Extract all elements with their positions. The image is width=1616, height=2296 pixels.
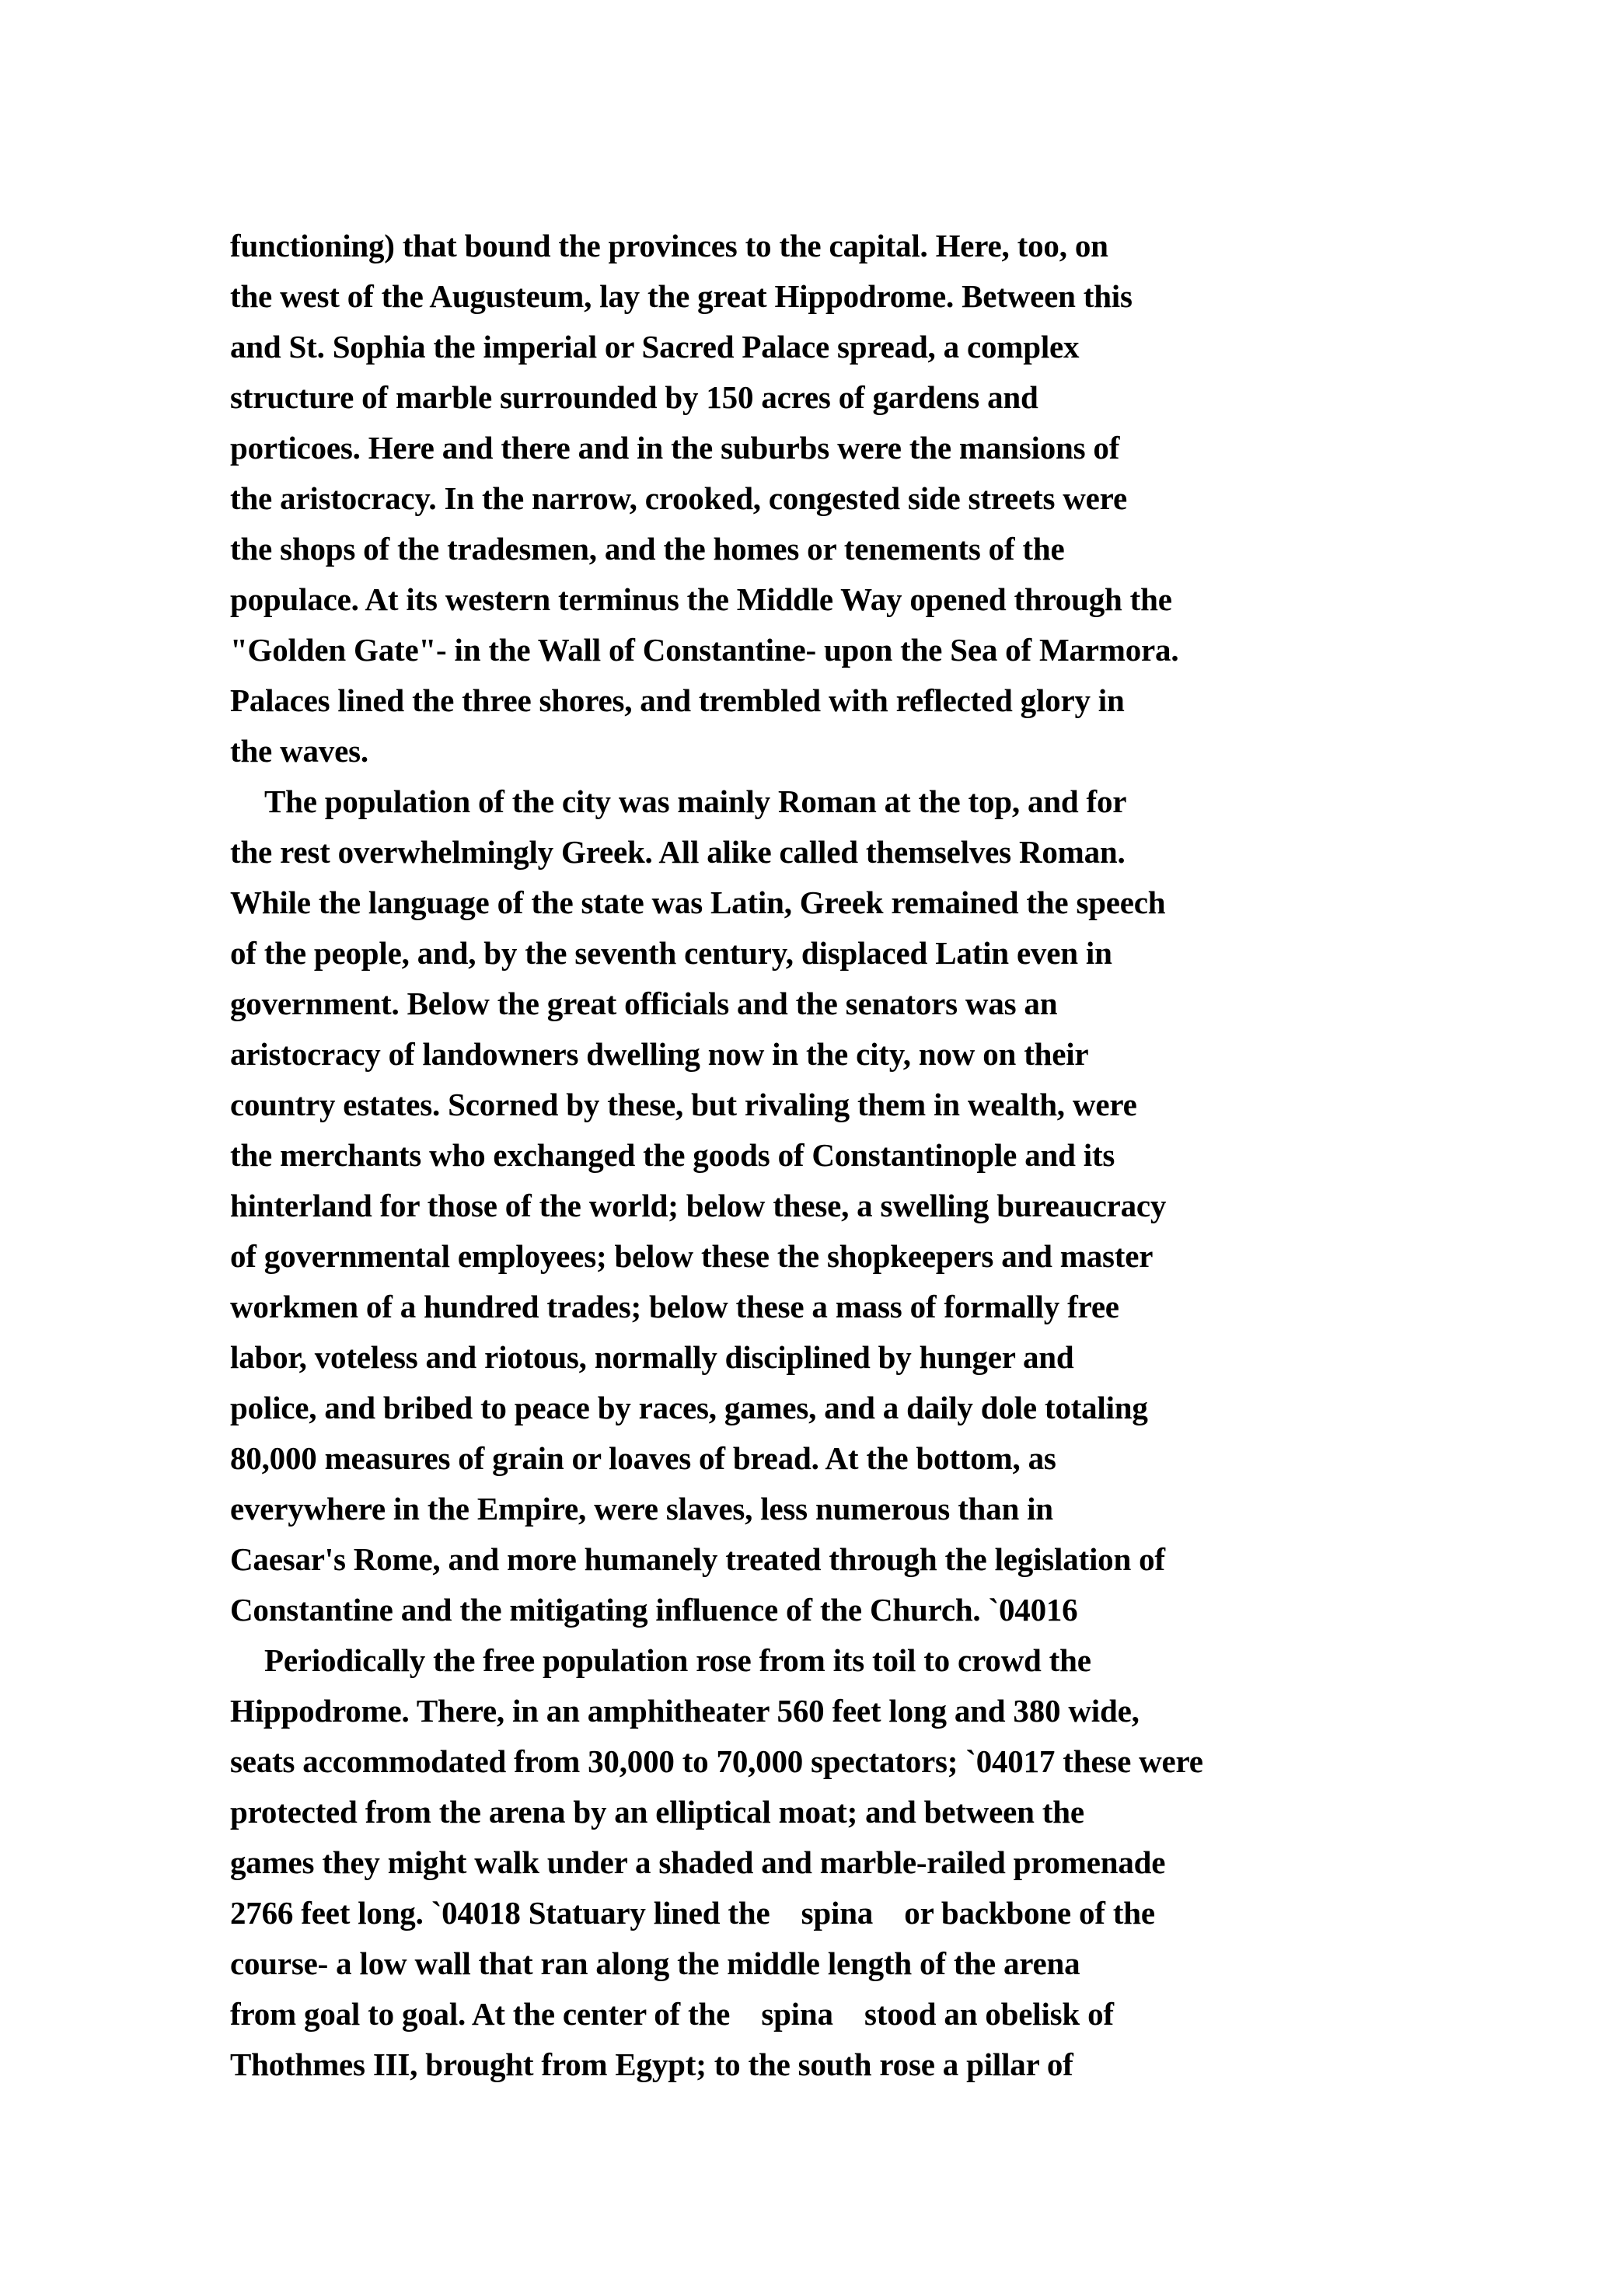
- text-line: the west of the Augusteum, lay the great Hippodrome. Between this: [230, 278, 1133, 314]
- text-line: the aristocracy. In the narrow, crooked, congested side streets were: [230, 480, 1127, 516]
- text-line: of the people, and, by the seventh century, displaced Latin even in: [230, 935, 1112, 971]
- paragraph-first-line: Periodically the free population rose from its toil to crowd the: [264, 1642, 1091, 1678]
- text-line: country estates. Scorned by these, but rivaling them in wealth, were: [230, 1087, 1137, 1122]
- text-line: 2766 feet long. `04018 Statuary lined the spina or backbone of the: [230, 1895, 1155, 1931]
- text-line: Thothmes III, brought from Egypt; to the south rose a pillar of: [230, 2047, 1073, 2082]
- text-line: and St. Sophia the imperial or Sacred Palace spread, a complex: [230, 329, 1080, 365]
- text-line: functioning) that bound the provinces to the capital. Here, too, on: [230, 228, 1108, 263]
- text-line: the shops of the tradesmen, and the homes or tenements of the: [230, 531, 1065, 567]
- text-line: games they might walk under a shaded and marble-railed promenade: [230, 1844, 1166, 1880]
- text-line: 80,000 measures of grain or loaves of bread. At the bottom, as: [230, 1440, 1056, 1476]
- text-line: labor, voteless and riotous, normally disciplined by hunger and: [230, 1339, 1074, 1375]
- paragraph-first-line: The population of the city was mainly Roman at the top, and for: [264, 783, 1127, 819]
- text-line: Palaces lined the three shores, and trembled with reflected glory in: [230, 682, 1125, 718]
- text-line: "Golden Gate"- in the Wall of Constantine- upon the Sea of Marmora.: [230, 632, 1179, 668]
- text-line: aristocracy of landowners dwelling now in the city, now on their: [230, 1036, 1089, 1072]
- text-line: from goal to goal. At the center of the spina stood an obelisk of: [230, 1996, 1114, 2032]
- text-line: everywhere in the Empire, were slaves, less numerous than in: [230, 1491, 1053, 1527]
- text-line: While the language of the state was Latin, Greek remained the speech: [230, 885, 1166, 920]
- text-line: structure of marble surrounded by 150 acres of gardens and: [230, 379, 1038, 415]
- text-line: course- a low wall that ran along the middle length of the arena: [230, 1945, 1080, 1981]
- text-line: workmen of a hundred trades; below these a mass of formally free: [230, 1289, 1119, 1324]
- text-line: police, and bribed to peace by races, games, and a daily dole totaling: [230, 1390, 1148, 1425]
- text-line: of governmental employees; below these the shopkeepers and master: [230, 1238, 1154, 1274]
- text-line: porticoes. Here and there and in the suburbs were the mansions of: [230, 430, 1120, 466]
- text-line: the waves.: [230, 733, 368, 769]
- text-line: government. Below the great officials and the senators was an: [230, 986, 1058, 1021]
- text-line: Hippodrome. There, in an amphitheater 560 feet long and 380 wide,: [230, 1693, 1140, 1729]
- body-text: [230, 221, 1598, 2090]
- text-line: hinterland for those of the world; below these, a swelling bureaucracy: [230, 1188, 1167, 1223]
- text-line: the merchants who exchanged the goods of Constantinople and its: [230, 1137, 1115, 1173]
- text-line: Caesar's Rome, and more humanely treated through the legislation of: [230, 1541, 1165, 1577]
- text-line: seats accommodated from 30,000 to 70,000 spectators; `04017 these were: [230, 1743, 1203, 1779]
- text-line: the rest overwhelmingly Greek. All alike called themselves Roman.: [230, 834, 1126, 870]
- text-line: populace. At its western terminus the Middle Way opened through the: [230, 581, 1172, 617]
- text-line: Constantine and the mitigating influence of the Church. `04016: [230, 1592, 1078, 1628]
- text-line: protected from the arena by an elliptical moat; and between the: [230, 1794, 1084, 1830]
